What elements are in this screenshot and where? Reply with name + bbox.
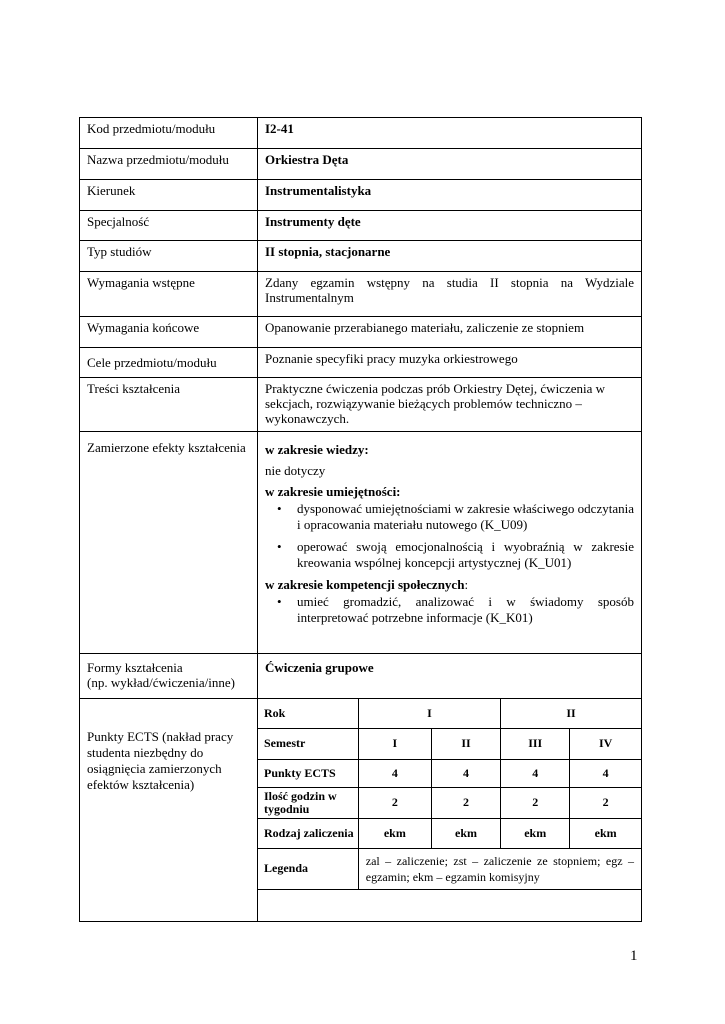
points-value: 4: [431, 759, 500, 787]
empty-cell: [258, 889, 641, 921]
row-effects: [80, 432, 642, 654]
social-heading-colon: :: [464, 577, 469, 592]
ects-row-hours: [258, 787, 641, 818]
ects-row-semester: [258, 728, 641, 759]
social-text: umieć gromadzić, analizować i w świadomy sposób interpretować potrzebne informacje (K_K01): [297, 594, 634, 625]
semester-value: IV: [570, 728, 641, 759]
type-value: ekm: [431, 818, 500, 848]
year-2: II: [501, 699, 641, 728]
value-effects: [258, 432, 642, 654]
knowledge-heading: w zakresie wiedzy:: [265, 442, 369, 457]
type-value: ekm: [358, 818, 431, 848]
skills-list: [265, 501, 634, 571]
semester-value: I: [358, 728, 431, 759]
row-specialty: [80, 211, 642, 241]
value-direction: Instrumentalistyka: [258, 180, 642, 211]
skill-item: [277, 501, 634, 533]
value-final-requirements: Opanowanie przerabianego materiału, zaliczenie ze stopniem: [258, 317, 642, 348]
row-forms: [80, 654, 642, 699]
row-ects: [80, 699, 642, 922]
row-direction: [80, 180, 642, 211]
points-label: Punkty ECTS: [258, 759, 358, 787]
skills-heading: w zakresie umiejętności:: [265, 484, 401, 499]
ects-row-legend: [258, 848, 641, 889]
points-value: 4: [358, 759, 431, 787]
ects-row-points: [258, 759, 641, 787]
label-forms-line1: Formy kształcenia: [87, 660, 183, 675]
label-contents: Treści kształcenia: [80, 378, 258, 432]
label-direction: Kierunek: [80, 180, 258, 211]
row-goals: [80, 348, 642, 378]
legend-label: Legenda: [258, 848, 358, 889]
label-specialty: Specjalność: [80, 211, 258, 241]
social-heading-text: w zakresie kompetencji społecznych: [265, 577, 465, 592]
points-value: 4: [570, 759, 641, 787]
hours-value: 2: [431, 787, 500, 818]
label-code: Kod przedmiotu/modułu: [80, 118, 258, 149]
value-entry-requirements: Zdany egzamin wstępny na studia II stopnia na Wydziale Instrumentalnym: [258, 272, 642, 317]
semester-label: Semestr: [258, 728, 358, 759]
type-value: ekm: [570, 818, 641, 848]
type-value: ekm: [501, 818, 570, 848]
value-study-type: II stopnia, stacjonarne: [258, 241, 642, 272]
hours-value: 2: [570, 787, 641, 818]
skill-text: dysponować umiejętnościami w zakresie właściwego odczytania i opracowania materiału nutowego (K_U09): [297, 501, 634, 532]
skill-text: operować swoją emocjonalnością i wyobraźnią w zakresie kreowania wspólnej koncepcji artystycznej (K_U01): [297, 539, 634, 570]
hours-label: Ilość godzin w tygodniu: [258, 787, 358, 818]
hours-value: 2: [358, 787, 431, 818]
page-number: 1: [630, 948, 638, 964]
year-label: Rok: [258, 699, 358, 728]
social-item: [277, 594, 634, 626]
label-name: Nazwa przedmiotu/modułu: [80, 149, 258, 180]
bullet-icon: •: [277, 501, 282, 516]
row-contents: [80, 378, 642, 432]
type-label: Rodzaj zaliczenia: [258, 818, 358, 848]
ects-row-year: [258, 699, 641, 728]
skill-item: [277, 539, 634, 571]
label-entry-requirements: Wymagania wstępne: [80, 272, 258, 317]
knowledge-text: nie dotyczy: [265, 463, 326, 478]
row-entry-requirements: [80, 272, 642, 317]
semester-value: II: [431, 728, 500, 759]
hours-value: 2: [501, 787, 570, 818]
row-name: [80, 149, 642, 180]
value-name: Orkiestra Dęta: [258, 149, 642, 180]
course-table: [79, 117, 642, 922]
social-heading: [265, 577, 634, 592]
legend-text: zal – zaliczenie; zst – zaliczenie ze stopniem; egz – egzamin; ekm – egzamin komisyjny: [358, 848, 641, 889]
label-forms-line2: (np. wykład/ćwiczenia/inne): [87, 675, 235, 690]
value-forms: Ćwiczenia grupowe: [258, 654, 642, 699]
row-study-type: [80, 241, 642, 272]
row-code: [80, 118, 642, 149]
social-list: [265, 594, 634, 626]
bullet-icon: •: [277, 594, 282, 609]
ects-table: [258, 699, 641, 921]
points-value: 4: [501, 759, 570, 787]
ects-row-empty: [258, 889, 641, 921]
label-ects: Punkty ECTS (nakład pracy studenta niezbędny do osiągnięcia zamierzonych efektów kształcenia): [80, 699, 258, 922]
value-goals: Poznanie specyfiki pracy muzyka orkiestrowego: [258, 348, 642, 378]
ects-row-type: [258, 818, 641, 848]
label-final-requirements: Wymagania końcowe: [80, 317, 258, 348]
label-study-type: Typ studiów: [80, 241, 258, 272]
row-final-requirements: [80, 317, 642, 348]
label-effects: Zamierzone efekty kształcenia: [80, 432, 258, 654]
label-goals: Cele przedmiotu/modułu: [80, 348, 258, 378]
value-contents: Praktyczne ćwiczenia podczas prób Orkiestry Dętej, ćwiczenia w sekcjach, rozwiązywanie bieżących problemów techniczno – wykonawczych.: [258, 378, 642, 432]
bullet-icon: •: [277, 539, 282, 554]
value-code: I2-41: [258, 118, 642, 149]
label-forms: [80, 654, 258, 699]
value-specialty: Instrumenty dęte: [258, 211, 642, 241]
ects-cell: [258, 699, 642, 922]
year-1: I: [358, 699, 500, 728]
semester-value: III: [501, 728, 570, 759]
